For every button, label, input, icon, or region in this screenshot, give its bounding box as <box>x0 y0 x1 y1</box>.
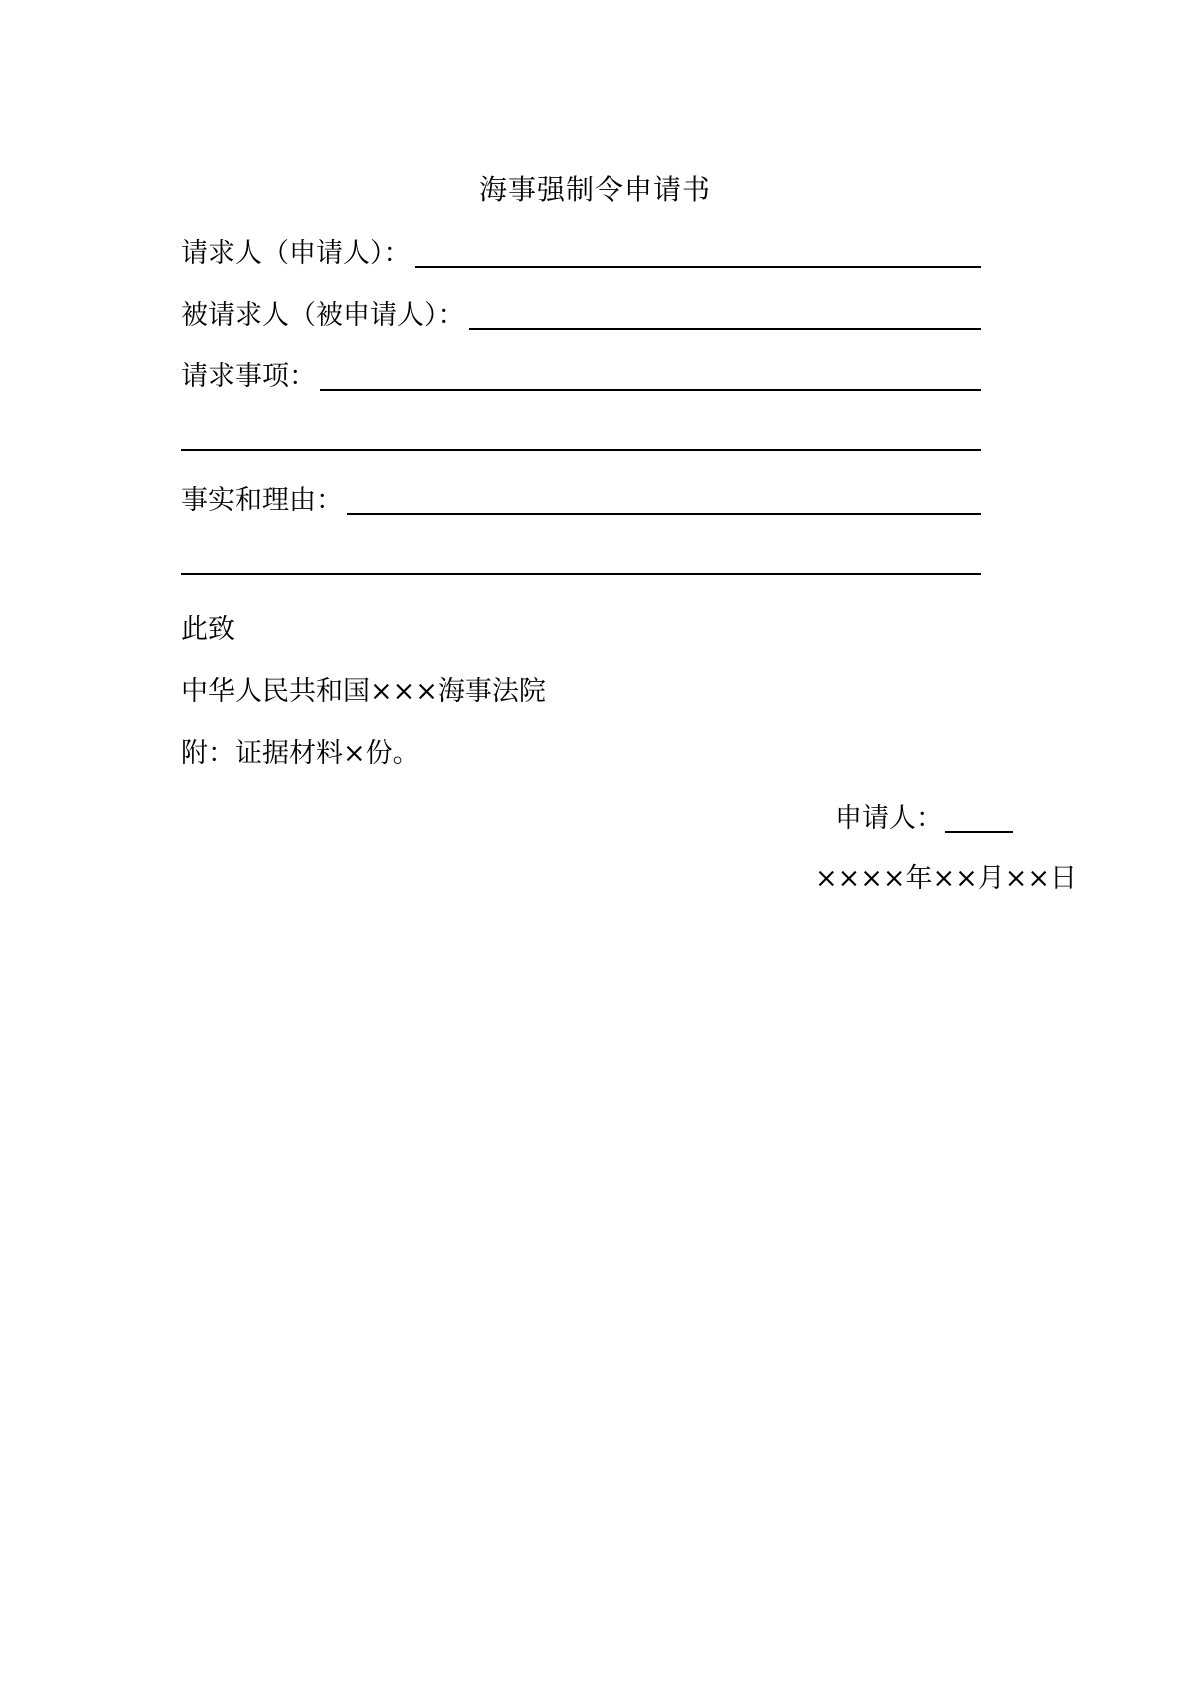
attachment-note: 附：证据材料×份。 <box>181 738 420 769</box>
court-name: 中华人民共和国×××海事法院 <box>181 676 546 707</box>
request-items-field <box>181 353 981 397</box>
applicant-field <box>181 230 981 274</box>
salutation: 此致 <box>181 614 235 645</box>
respondent-field <box>181 292 981 336</box>
facts-reasons-label: 事实和理由： <box>181 485 343 516</box>
applicant-label: 请求人（申请人）： <box>181 238 411 269</box>
signature-field <box>835 795 1015 839</box>
request-items-continuation-line <box>181 449 981 451</box>
facts-reasons-blank-line <box>347 512 981 515</box>
request-items-blank-line <box>320 388 981 391</box>
facts-reasons-field <box>181 477 981 521</box>
facts-reasons-continuation-line <box>181 573 981 575</box>
respondent-label: 被请求人（被申请人）： <box>181 300 465 331</box>
signature-label: 申请人： <box>835 803 943 834</box>
document-title: 海事强制令申请书 <box>478 173 711 206</box>
respondent-blank-line <box>469 327 982 330</box>
document-date: ××××年××月××日 <box>815 863 1077 894</box>
request-items-label: 请求事项： <box>181 361 316 392</box>
applicant-blank-line <box>415 265 982 268</box>
signature-blank-line <box>945 830 1013 833</box>
